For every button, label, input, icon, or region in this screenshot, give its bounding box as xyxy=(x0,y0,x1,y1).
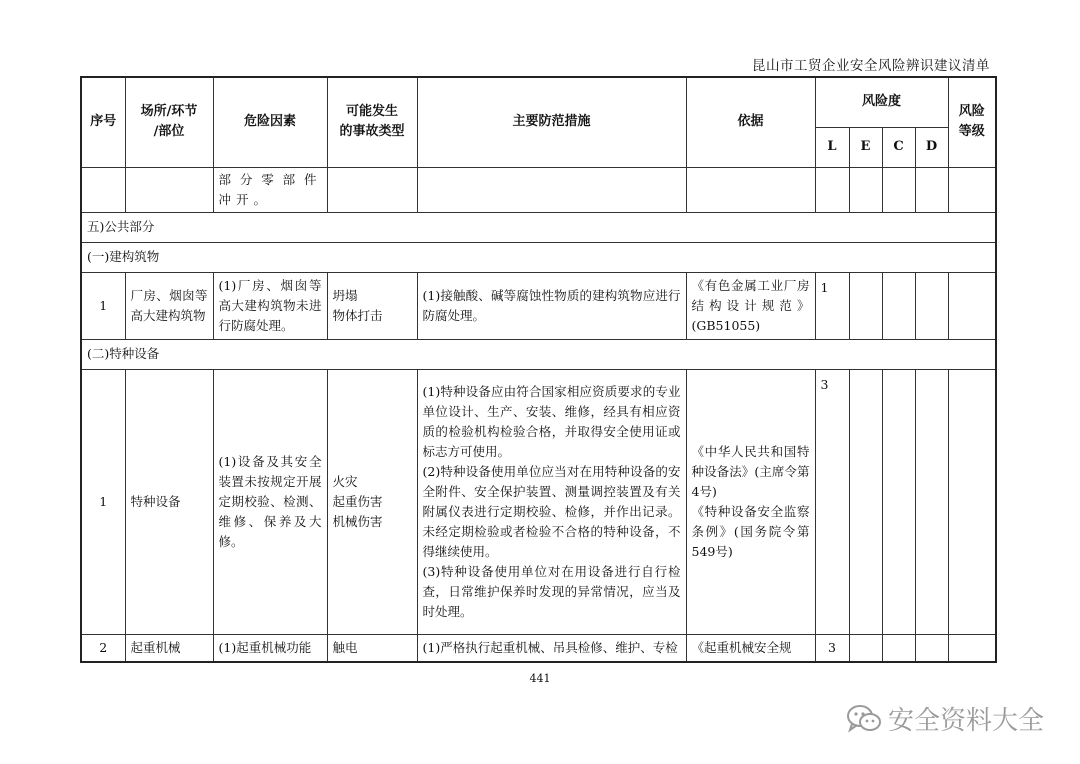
header-L: L xyxy=(815,127,849,167)
header-row xyxy=(81,77,996,127)
header-measures: 主要防范措施 xyxy=(417,77,686,167)
header-place xyxy=(125,77,213,167)
row-accident: 触电 xyxy=(327,634,417,662)
table-row xyxy=(81,634,996,662)
header-accident-line2: 的事故类型 xyxy=(339,124,405,140)
row-place: 厂房、烟囱等高大建构筑物 xyxy=(125,272,213,339)
header-risk-level-line2: 等级 xyxy=(958,124,985,140)
header-D: D xyxy=(915,127,948,167)
row-measures: (1)严格执行起重机械、吊具检修、维护、专检 xyxy=(417,634,686,662)
subsection-row xyxy=(81,339,996,369)
section-row xyxy=(81,212,996,242)
subsection-row xyxy=(81,242,996,272)
row-hazard: (1)设备及其安全装置未按规定开展定期校验、检测、维修、保养及大修。 xyxy=(213,369,327,634)
subsection-buildings: (一)建构筑物 xyxy=(81,242,996,272)
basis-item-2: 《特种设备安全监察条例》(国务院令第549号) xyxy=(691,503,810,559)
basis-item-1: 《中华人民共和国特种设备法》(主席令第4号) xyxy=(691,443,810,499)
row-L: 3 xyxy=(815,634,849,662)
header-E: E xyxy=(849,127,882,167)
header-place-line2: /部位 xyxy=(153,124,185,140)
table-row xyxy=(81,272,996,339)
table-row xyxy=(81,369,996,634)
row-place: 起重机械 xyxy=(125,634,213,662)
document-title: 昆山市工贸企业安全风险辨识建议清单 xyxy=(752,58,990,74)
header-basis: 依据 xyxy=(686,77,815,167)
header-seq: 序号 xyxy=(81,77,125,167)
subsection-special-equipment: (二)特种设备 xyxy=(81,339,996,369)
row-L: 1 xyxy=(815,272,849,339)
watermark xyxy=(846,700,1044,737)
page-number: 441 xyxy=(529,672,551,685)
row-L: 3 xyxy=(815,369,849,634)
row-basis: 《起重机械安全规 xyxy=(686,634,815,662)
measure-item-2: (2)特种设备使用单位应当对在用特种设备的安全附件、安全保护装置、测量调控装置及有关附属仪表进行定期校验、检修，并作出记录。未经定期检验或者检验不合格的特种设备，不得继续使用。 xyxy=(422,463,681,559)
watermark-text: 安全资料大全 xyxy=(887,706,1044,736)
row-accident: 火灾 起重伤害 机械伤害 xyxy=(327,369,417,634)
header-risk-degree: 风险度 xyxy=(815,77,948,127)
row-hazard: (1)起重机械功能 xyxy=(213,634,327,662)
header-place-line1: 场所/环节 xyxy=(140,104,198,120)
row-accident: 坍塌 物体打击 xyxy=(327,272,417,339)
row-place: 特种设备 xyxy=(125,369,213,634)
row-measures: (1)接触酸、碱等腐蚀性物质的建构筑物应进行防腐处理。 xyxy=(417,272,686,339)
header-hazard: 危险因素 xyxy=(213,77,327,167)
measure-item-3: (3)特种设备使用单位对在用设备进行自行检查，日常维护保养时发现的异常情况，应当及时处理。 xyxy=(422,563,681,619)
header-accident xyxy=(327,77,417,167)
continuation-row xyxy=(81,167,996,212)
row-measures xyxy=(417,369,686,634)
cont-hazard: 部分零部件冲开。 xyxy=(213,167,327,212)
header-accident-line1: 可能发生 xyxy=(345,104,398,120)
wechat-icon xyxy=(846,704,882,734)
section-public: 五)公共部分 xyxy=(81,212,996,242)
row-seq: 2 xyxy=(81,634,125,662)
row-seq: 1 xyxy=(81,272,125,339)
header-C: C xyxy=(882,127,915,167)
risk-table xyxy=(80,76,997,663)
row-basis xyxy=(686,369,815,634)
row-basis: 《有色金属工业厂房结构设计规范》(GB51055) xyxy=(686,272,815,339)
header-risk-level xyxy=(948,77,996,167)
header-risk-level-line1: 风险 xyxy=(958,104,985,120)
measure-item-1: (1)特种设备应由符合国家相应资质要求的专业单位设计、生产、安装、维修，经具有相应资质的检验机构检验合格，并取得安全使用证或标志方可使用。 xyxy=(422,383,681,459)
row-seq: 1 xyxy=(81,369,125,634)
row-hazard: (1)厂房、烟囱等高大建构筑物未进行防腐处理。 xyxy=(213,272,327,339)
